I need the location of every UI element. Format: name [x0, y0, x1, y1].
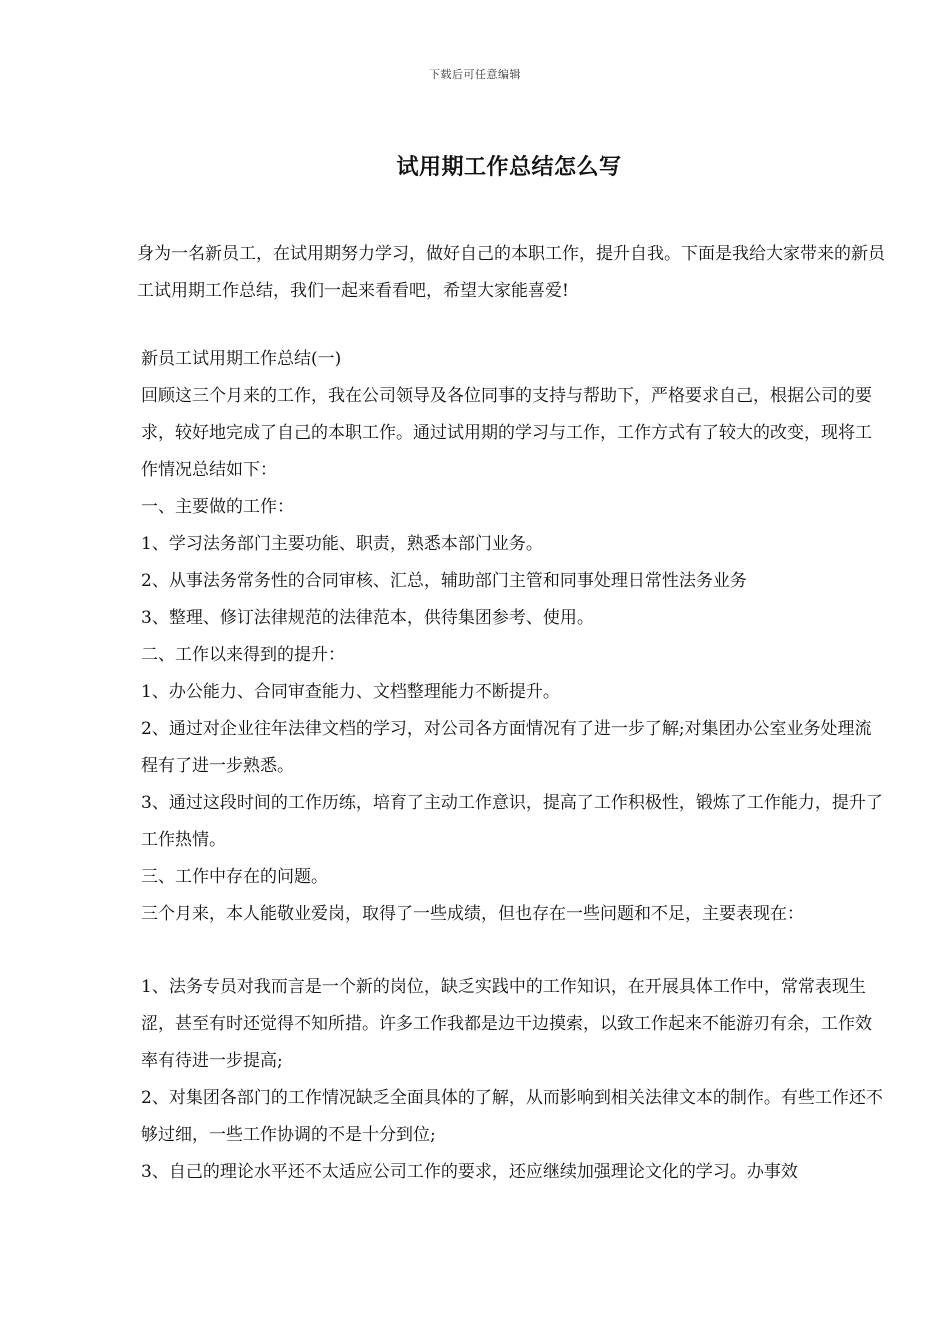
document-body: [137, 236, 887, 1191]
problems-heading: 三、工作中存在的问题。: [141, 867, 328, 887]
intro-paragraph: 身为一名新员工，在试用期努力学习，做好自己的本职工作，提升自我。下面是我给大家带来的新员工试用期工作总结，我们一起来看看吧，希望大家能喜爱!: [137, 244, 885, 301]
main-work-heading: 一、主要做的工作：: [141, 497, 294, 517]
problem-item-2: 2、对集团各部门的工作情况缺乏全面具体的了解，从而影响到相关法律文本的制作。有些工作还不够过细，一些工作协调的不是十分到位;: [141, 1088, 883, 1145]
review-paragraph: 回顾这三个月来的工作，我在公司领导及各位同事的支持与帮助下，严格要求自己，根据公司的要求，较好地完成了自己的本职工作。通过试用期的学习与工作，工作方式有了较大的改变，现将工作情况总结如下：: [141, 386, 872, 480]
problem-item-1: 1、法务专员对我而言是一个新的岗位，缺乏实践中的工作知识，在开展具体工作中，常常表现生涩，甚至有时还觉得不知所措。许多工作我都是边干边摸索，以致工作起来不能游刃有余，工作效率有待进一步提高;: [141, 977, 872, 1071]
header-note: 下载后可任意编辑: [429, 68, 521, 81]
improve-item-1: 1、办公能力、合同审查能力、文档整理能力不断提升。: [141, 682, 560, 702]
main-work-item-2: 2、从事法务常务性的合同审核、汇总，辅助部门主管和同事处理日常性法务业务: [141, 571, 747, 591]
paragraph-gap: [137, 933, 887, 969]
problem-item-3: 3、自己的理论水平还不太适应公司工作的要求，还应继续加强理论文化的学习。办事效: [141, 1162, 798, 1182]
improve-item-2: 2、通过对企业往年法律文档的学习，对公司各方面情况有了进一步了解;对集团办公室业务处理流程有了进一步熟悉。: [141, 719, 872, 776]
main-work-item-1: 1、学习法务部门主要功能、职责，熟悉本部门业务。: [141, 534, 543, 554]
main-work-item-3: 3、整理、修订法律规范的法律范本，供待集团参考、使用。: [141, 608, 594, 628]
section-heading: 新员工试用期工作总结(一): [141, 349, 342, 369]
document-title: 试用期工作总结怎么写: [396, 154, 622, 180]
problems-intro: 三个月来，本人能敬业爱岗，取得了一些成绩，但也存在一些问题和不足，主要表现在：: [141, 904, 804, 924]
paragraph-gap: [137, 310, 887, 341]
improve-item-3: 3、通过这段时间的工作历练，培育了主动工作意识，提高了工作积极性，锻炼了工作能力，提升了工作热情。: [141, 793, 883, 850]
improve-heading: 二、工作以来得到的提升：: [141, 645, 345, 665]
